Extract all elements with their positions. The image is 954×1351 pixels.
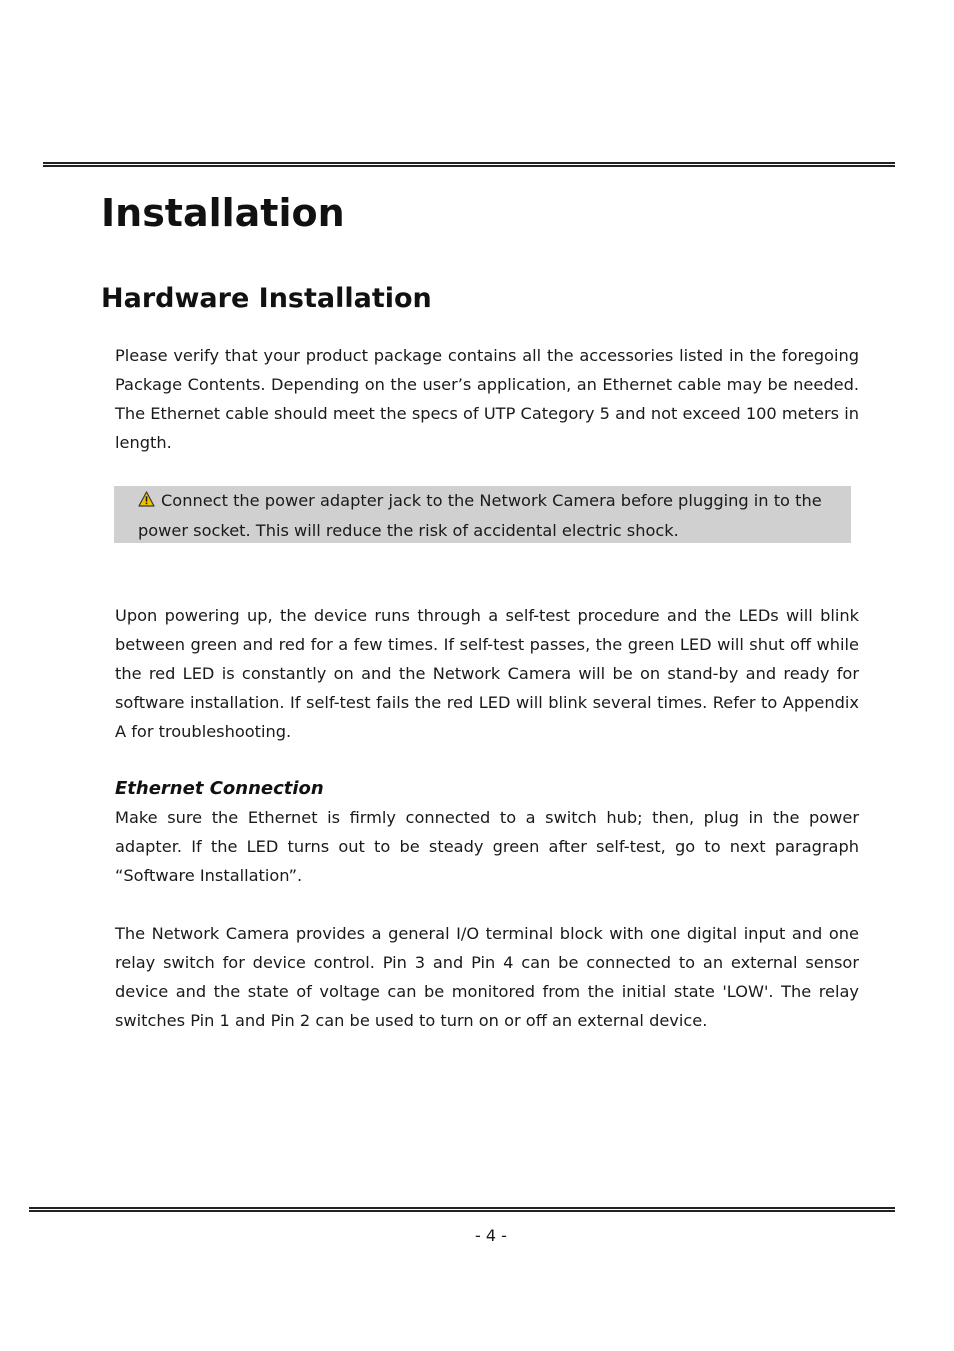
warning-note [114,486,851,543]
page-number: - 4 - [475,1226,507,1245]
footer-rule [29,1207,895,1212]
header-rule [43,162,895,167]
io-terminal-paragraph: The Network Camera provides a general I/O terminal block with one digital input and one relay switch for device control. Pin 3 and Pin 4 can be connected to an external sensor device and the state of voltage can be monitored from the initial state 'LOW'. The relay switches Pin 1 and Pin 2 can be used to turn on or off an external device. [115,924,859,1030]
ethernet-connection-heading: Ethernet Connection [115,778,324,799]
warning-note-text [138,486,842,545]
power-up-paragraph: Upon powering up, the device runs through a self-test procedure and the LEDs will blink between green and red for a few times. If self-test passes, the green LED will shut off while the red LED is constantly on and the Network Camera will be on stand-by and ready for software installation. If self-test fails the red LED will blink several times. Refer to Appendix A for troubleshooting. [115,606,859,741]
warning-note-message: Connect the power adapter jack to the Network Camera before plugging in to the power socket. This will reduce the risk of accidental electric shock. [138,491,822,540]
section-title: Hardware Installation [101,283,432,314]
ethernet-connection-paragraph: Make sure the Ethernet is firmly connected to a switch hub; then, plug in the power adapter. If the LED turns out to be steady green after self-test, go to next paragraph “Software Installation”. [115,808,859,885]
page-title: Installation [101,191,345,235]
intro-paragraph: Please verify that your product package contains all the accessories listed in the foregoing Package Contents. Depending on the user’s application, an Ethernet cable may be needed. The Ethernet cable should meet the specs of UTP Category 5 and not exceed 100 meters in length. [115,346,859,452]
warning-triangle-icon [138,487,155,516]
